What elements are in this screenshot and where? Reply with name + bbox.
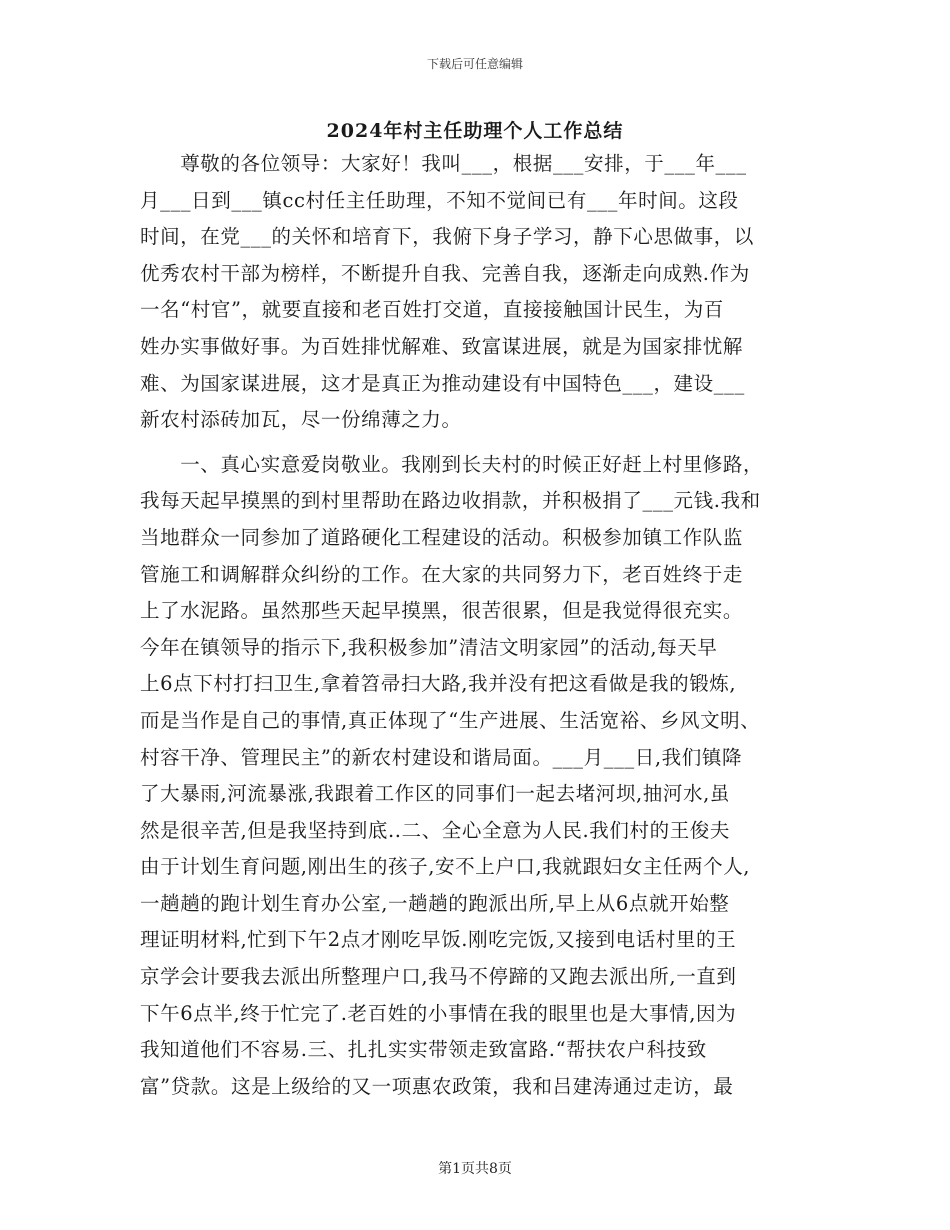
- text-line: 而是当作是自己的事情,真正体现了“生产进展、生活宽裕、乡风文明、: [140, 708, 761, 732]
- text-line: 村容干净、管理民主”的新农村建设和谐局面。___月___日,我们镇降: [140, 745, 743, 769]
- document-title: 2024年村主任助理个人工作总结: [326, 120, 624, 142]
- paragraph-work-summary: [140, 447, 810, 1106]
- text-line: 新农村添砖加瓦，尽一份绵薄之力。: [140, 408, 462, 432]
- text-line: 尊敬的各位领导：大家好！我叫___，根据___安排，于___年___: [140, 152, 747, 175]
- text-line: 我知道他们不容易.三、扎扎实实带领走致富路.“帮扶农户科技致: [140, 1038, 707, 1062]
- text-line: 上了水泥路。虽然那些天起早摸黑，很苦很累，但是我觉得很充实。: [140, 599, 744, 623]
- text-line: 一趟趟的跑计划生育办公室,一趟趟的跑派出所,早上从6点就开始整: [140, 891, 730, 915]
- text-line: 今年在镇领导的指示下,我积极参加”清洁文明家园”的活动,每天早: [140, 635, 718, 659]
- text-line: 管施工和调解群众纠纷的工作。在大家的共同努力下，老百姓终于走: [140, 562, 744, 586]
- text-line: 然是很辛苦,但是我坚持到底..二、全心全意为人民.我们村的王俊夫: [140, 818, 730, 842]
- text-line: 由于计划生育问题,刚出生的孩子,安不上户口,我就跟妇女主任两个人,: [140, 855, 751, 879]
- text-line: 理证明材料,忙到下午2点才刚吃早饭.刚吃完饭,又接到电话村里的王: [140, 928, 737, 952]
- paragraph-greeting: [140, 146, 810, 439]
- text-line: 我每天起早摸黑的到村里帮助在路边收捐款，并积极捐了___元钱.我和: [140, 489, 761, 513]
- page-number: 第1页共8页: [438, 1161, 512, 1177]
- text-line: 下午6点半,终于忙完了.老百姓的小事情在我的眼里也是大事情,因为: [140, 1001, 737, 1025]
- text-line: 姓办实事做好事。为百姓排忧解难、致富谋进展，就是为国家排忧解: [140, 334, 744, 358]
- text-line: 难、为国家谋进展，这才是真正为推动建设有中国特色___，建设___: [140, 371, 745, 395]
- text-line: 月___日到___镇cc村任主任助理，不知不觉间已有___年时间。这段: [140, 188, 739, 212]
- text-line: 富”贷款。这是上级给的又一项惠农政策，我和吕建涛通过走访，最: [140, 1074, 734, 1098]
- page-header-note: 下载后可任意编辑: [426, 57, 523, 71]
- document-body: [140, 146, 810, 1105]
- text-line: 一、真心实意爱岗敬业。我刚到长夫村的时候正好赶上村里修路，: [140, 452, 764, 476]
- text-line: 一名“村官”，就要直接和老百姓打交道，直接接触国计民生，为百: [140, 298, 724, 322]
- text-line: 了大暴雨,河流暴涨,我跟着工作区的同事们一起去堵河坝,抽河水,虽: [140, 782, 730, 806]
- text-line: 京学会计要我去派出所整理户口,我马不停蹄的又跑去派出所,一直到: [140, 965, 737, 989]
- text-line: 优秀农村干部为榜样，不断提升自我、完善自我，逐渐走向成熟.作为: [140, 261, 750, 285]
- text-line: 上6点下村打扫卫生,拿着笤帚扫大路,我并没有把这看做是我的锻炼,: [140, 672, 737, 696]
- text-line: 当地群众一同参加了道路硬化工程建设的活动。积极参加镇工作队监: [140, 525, 744, 549]
- text-line: 时间，在党___的关怀和培育下，我俯下身子学习，静下心思做事，以: [140, 225, 754, 249]
